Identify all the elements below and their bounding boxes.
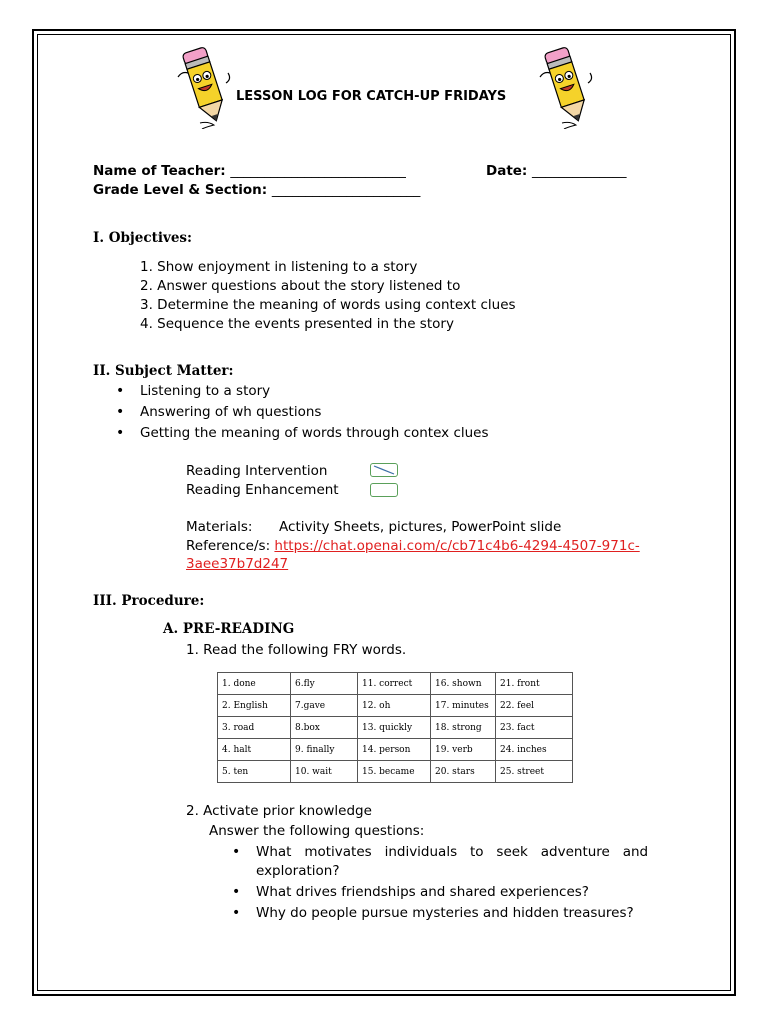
question-1-line-1: • What motivates individuals to seek adventure and — [256, 844, 649, 860]
table-cell: 2. English — [218, 695, 291, 717]
table-cell: 17. minutes — [431, 695, 496, 717]
grade-label: Grade Level & Section: — [93, 182, 268, 198]
page-title: LESSON LOG FOR CATCH-UP FRIDAYS — [236, 89, 507, 104]
table-row — [218, 695, 573, 717]
table-cell: 13. quickly — [358, 717, 431, 739]
list-item — [232, 843, 674, 883]
table-cell: 18. strong — [431, 717, 496, 739]
teacher-name-row — [93, 163, 406, 179]
table-cell: 3. road — [218, 717, 291, 739]
table-cell: 21. front — [496, 673, 573, 695]
table-cell: 11. correct — [358, 673, 431, 695]
pencil-mascot-icon — [172, 43, 234, 129]
table-row — [218, 761, 573, 783]
subject-matter-heading: II. Subject Matter: — [93, 363, 234, 379]
list-item: • What drives friendships and shared experiences? — [232, 883, 674, 904]
table-cell: 16. shown — [431, 673, 496, 695]
list-item: 4. Sequence the events presented in the story — [140, 316, 454, 332]
materials-label: Materials: — [186, 519, 253, 535]
table-cell: 22. feel — [496, 695, 573, 717]
list-item: • Why do people pursue mysteries and hidden treasures? — [232, 904, 674, 925]
table-cell: 8.box — [291, 717, 358, 739]
pencil-mascot-icon — [534, 43, 596, 129]
reading-intervention-checkbox[interactable] — [370, 463, 398, 477]
reading-enhancement-checkbox[interactable] — [370, 483, 398, 497]
list-item: 3. Determine the meaning of words using context clues — [140, 297, 516, 313]
reference-label: Reference/s: — [186, 538, 271, 554]
table-cell: 23. fact — [496, 717, 573, 739]
list-item: • Answering of wh questions — [116, 403, 489, 424]
list-item: • Listening to a story — [116, 382, 489, 403]
list-item: 1. Show enjoyment in listening to a story — [140, 259, 418, 275]
subject-matter-list — [116, 382, 489, 445]
date-field[interactable]: ______________ — [532, 163, 627, 179]
table-cell: 1. done — [218, 673, 291, 695]
table-row — [218, 739, 573, 761]
table-cell: 12. oh — [358, 695, 431, 717]
table-cell: 14. person — [358, 739, 431, 761]
table-cell: 24. inches — [496, 739, 573, 761]
procedure-heading: III. Procedure: — [93, 593, 205, 609]
table-cell: 4. halt — [218, 739, 291, 761]
table-cell: 25. street — [496, 761, 573, 783]
teacher-name-label: Name of Teacher: — [93, 163, 226, 179]
materials-row — [186, 518, 561, 537]
question-1-line-2: exploration? — [256, 863, 340, 879]
objectives-list — [140, 258, 516, 334]
step-1-text: 1. Read the following FRY words. — [186, 642, 407, 658]
reference-link[interactable]: https://chat.openai.com/c/cb71c4b6-4294-4507-971c- — [274, 538, 640, 554]
check-mark-icon — [371, 464, 397, 476]
table-row — [218, 673, 573, 695]
pre-reading-heading: A. PRE-READING — [163, 621, 295, 637]
step-2-text: 2. Activate prior knowledge — [186, 803, 372, 819]
objectives-heading: I. Objectives: — [93, 230, 192, 246]
grade-field[interactable]: ______________________ — [271, 182, 421, 198]
reference-row — [186, 537, 640, 556]
table-cell: 7.gave — [291, 695, 358, 717]
reference-link-continued — [186, 555, 288, 574]
teacher-name-field[interactable]: __________________________ — [230, 163, 406, 179]
table-cell: 15. became — [358, 761, 431, 783]
grade-row — [93, 182, 420, 198]
table-cell: 6.fly — [291, 673, 358, 695]
list-item: • Getting the meaning of words through contex clues — [116, 424, 489, 445]
fry-words-table — [217, 672, 573, 783]
table-cell: 10. wait — [291, 761, 358, 783]
reading-intervention-label: Reading Intervention — [186, 463, 328, 479]
table-row — [218, 717, 573, 739]
date-label: Date: — [486, 163, 528, 179]
table-cell: 20. stars — [431, 761, 496, 783]
list-item: 2. Answer questions about the story listened to — [140, 278, 461, 294]
date-row — [486, 163, 627, 179]
materials-value: Activity Sheets, pictures, PowerPoint slide — [279, 519, 562, 535]
table-cell: 19. verb — [431, 739, 496, 761]
table-cell: 9. finally — [291, 739, 358, 761]
reading-enhancement-label: Reading Enhancement — [186, 482, 339, 498]
questions-list — [232, 843, 674, 925]
table-cell: 5. ten — [218, 761, 291, 783]
reference-link-part2[interactable]: 3aee37b7d247 — [186, 556, 289, 572]
step-2-instruction: Answer the following questions: — [209, 823, 425, 839]
